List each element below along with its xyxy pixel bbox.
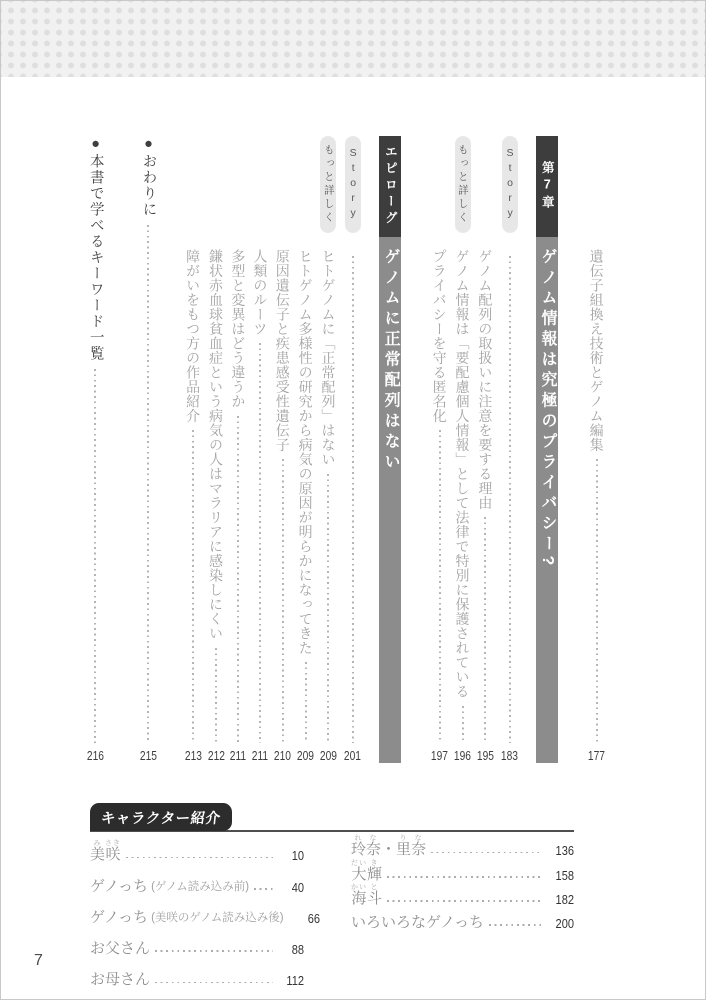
toc-entry-text: ゲノム配列の取扱いに注意を要する理由 (477, 249, 494, 510)
toc-column (475, 136, 496, 763)
toc-dot-leader (439, 430, 441, 743)
toc-page-number: 209 (297, 749, 315, 763)
toc-dot-leader (215, 648, 217, 744)
character-name: お母さん (90, 971, 151, 989)
toc-entry-text: ヒトゲノムに「正常配列」はない (320, 249, 337, 467)
character-row (90, 962, 304, 993)
toc-page-number: 209 (319, 749, 338, 763)
toc-entry-text: プライバシーを守る匿名化 (431, 249, 448, 423)
chapter-title-box (536, 237, 558, 763)
toc-entry-text: 障がいをもつ方の作品紹介 (185, 249, 202, 423)
toc-column (250, 136, 270, 763)
character-intro-section (90, 803, 574, 993)
chapter-title: ゲノム情報は究極のプライバシー? (538, 248, 556, 570)
toc-page-number: 201 (344, 749, 362, 763)
character-lists (90, 837, 574, 993)
chapter-label-box (379, 136, 401, 237)
character-page-number: 136 (555, 843, 574, 859)
chapter-title: ゲノムに正常配列はない (382, 248, 400, 474)
toc-entry-text: 遺伝子組換え技術とゲノム編集 (588, 249, 605, 452)
character-page-number: 158 (555, 867, 574, 883)
toc-column (85, 136, 106, 763)
character-row (351, 883, 574, 910)
char-list-left (90, 837, 320, 993)
toc-page-number: 177 (588, 749, 606, 763)
toc-dot-leader (147, 225, 149, 744)
character-name: 海かい斗と (351, 883, 382, 907)
toc-entry-text: ●おわりに (140, 136, 157, 218)
toc-column (295, 136, 316, 763)
toc-column (183, 136, 204, 763)
character-name: お父さん (90, 940, 151, 958)
toc-dot-leader (462, 706, 464, 744)
toc-page-number: 211 (252, 749, 269, 763)
toc-dot-leader (237, 416, 239, 744)
character-intro-heading (90, 803, 232, 831)
page-number-folio: 7 (34, 952, 43, 969)
character-page-number: 88 (291, 942, 304, 958)
character-note: (美咲のゲノム読み込み後) (151, 912, 284, 925)
char-list-right (351, 837, 574, 993)
toc-dot-leader (484, 517, 486, 743)
story-label-pill (502, 136, 518, 233)
toc-dot-leader (305, 662, 307, 743)
toc-page-number: 183 (501, 749, 519, 763)
toc-column (586, 136, 607, 763)
chapter-header-column (536, 136, 558, 763)
character-row (351, 910, 574, 934)
toc-entry-text: 人類のルーツ (252, 249, 269, 336)
toc-entry-text: ●本書で学べるキーワード一覧 (87, 136, 104, 362)
story-label-pill (345, 136, 361, 233)
character-name: ゲノっち (90, 908, 149, 926)
character-page-number: 10 (291, 848, 304, 864)
toc-dot-leader (259, 343, 261, 743)
toc-entry-text: ヒトゲノム多様性の研究から病気の原因が明らかになってきた (297, 249, 314, 655)
character-row (90, 931, 304, 962)
char-dot-leader (387, 876, 543, 878)
label-text: もっと詳しく (322, 144, 335, 225)
more-detail-label-pill (320, 136, 336, 233)
label-text: Story (504, 147, 517, 222)
toc-page-number: 211 (230, 749, 247, 763)
char-dot-leader (387, 900, 543, 902)
toc-column (429, 136, 450, 763)
character-name: ゲノっち (90, 877, 149, 895)
toc-dot-leader (327, 474, 329, 744)
character-row (90, 837, 304, 868)
toc-entry-text: 原因遺伝子と疾患感受性遺伝子 (274, 249, 291, 452)
character-row (90, 868, 304, 899)
toc-page-number: 196 (453, 749, 472, 763)
toc-column (501, 136, 519, 763)
chapter-label: 第7章 (540, 161, 555, 212)
character-page-number: 200 (555, 916, 574, 932)
toc-dot-leader (352, 256, 354, 743)
character-page-number: 66 (307, 910, 320, 926)
toc-column (228, 136, 248, 763)
chapter-label-box (536, 136, 558, 237)
decorative-dot-band (1, 1, 705, 77)
character-name: 大だい輝き (351, 859, 382, 883)
char-dot-leader (155, 950, 273, 952)
character-page-number: 112 (286, 973, 304, 989)
more-detail-label-pill (455, 136, 471, 233)
toc-entry-text: 多型と変異はどう違うか (230, 249, 247, 409)
toc-entry-text: 鎌状赤血球貧血症という病気の人はマラリアに感染しにくい (208, 249, 225, 641)
chapter-header-column (379, 136, 401, 763)
toc-page-number: 195 (476, 749, 494, 763)
toc-entry-text: ゲノム情報は「要配慮個人情報」として法律で特別に保護されている (454, 249, 471, 699)
char-dot-leader (254, 888, 273, 890)
toc-page-number: 210 (274, 749, 292, 763)
char-dot-leader (126, 857, 273, 859)
toc-page-number: 215 (139, 749, 157, 763)
chapter-label: エピローグ (383, 145, 398, 228)
toc-section (85, 136, 607, 763)
character-note: (ゲノム読み込み前) (151, 880, 250, 893)
toc-dot-leader (192, 430, 194, 743)
label-text: もっと詳しく (456, 144, 469, 225)
toc-page-number: 216 (86, 749, 104, 763)
char-dot-leader (431, 852, 543, 854)
char-dot-leader (155, 982, 273, 984)
toc-column (272, 136, 293, 763)
character-row (351, 861, 574, 885)
character-intro-heading-label: キャラクター紹介 (100, 810, 222, 827)
character-page-number: 40 (291, 879, 304, 895)
toc-dot-leader (509, 256, 511, 743)
toc-dot-leader (282, 459, 284, 743)
toc-page-number: 212 (207, 749, 225, 763)
label-text: Story (347, 147, 360, 222)
toc-column (452, 136, 473, 763)
toc-dot-leader (94, 369, 96, 744)
toc-column (138, 136, 159, 763)
character-row (90, 900, 320, 931)
toc-page-number: 197 (431, 749, 449, 763)
toc-column (318, 136, 339, 763)
char-dot-leader (489, 924, 543, 926)
character-row (351, 837, 574, 861)
chapter-title-box (379, 237, 401, 763)
toc-dot-leader (596, 459, 598, 743)
character-page-number: 182 (555, 891, 574, 907)
toc-column (206, 136, 227, 763)
toc-column (344, 136, 362, 763)
character-name: いろいろなゲノっち (351, 914, 485, 932)
toc-page-number: 213 (184, 749, 202, 763)
character-name: 玲れ奈な・里り奈な (351, 835, 427, 859)
character-name: 美み咲さき (90, 840, 122, 864)
